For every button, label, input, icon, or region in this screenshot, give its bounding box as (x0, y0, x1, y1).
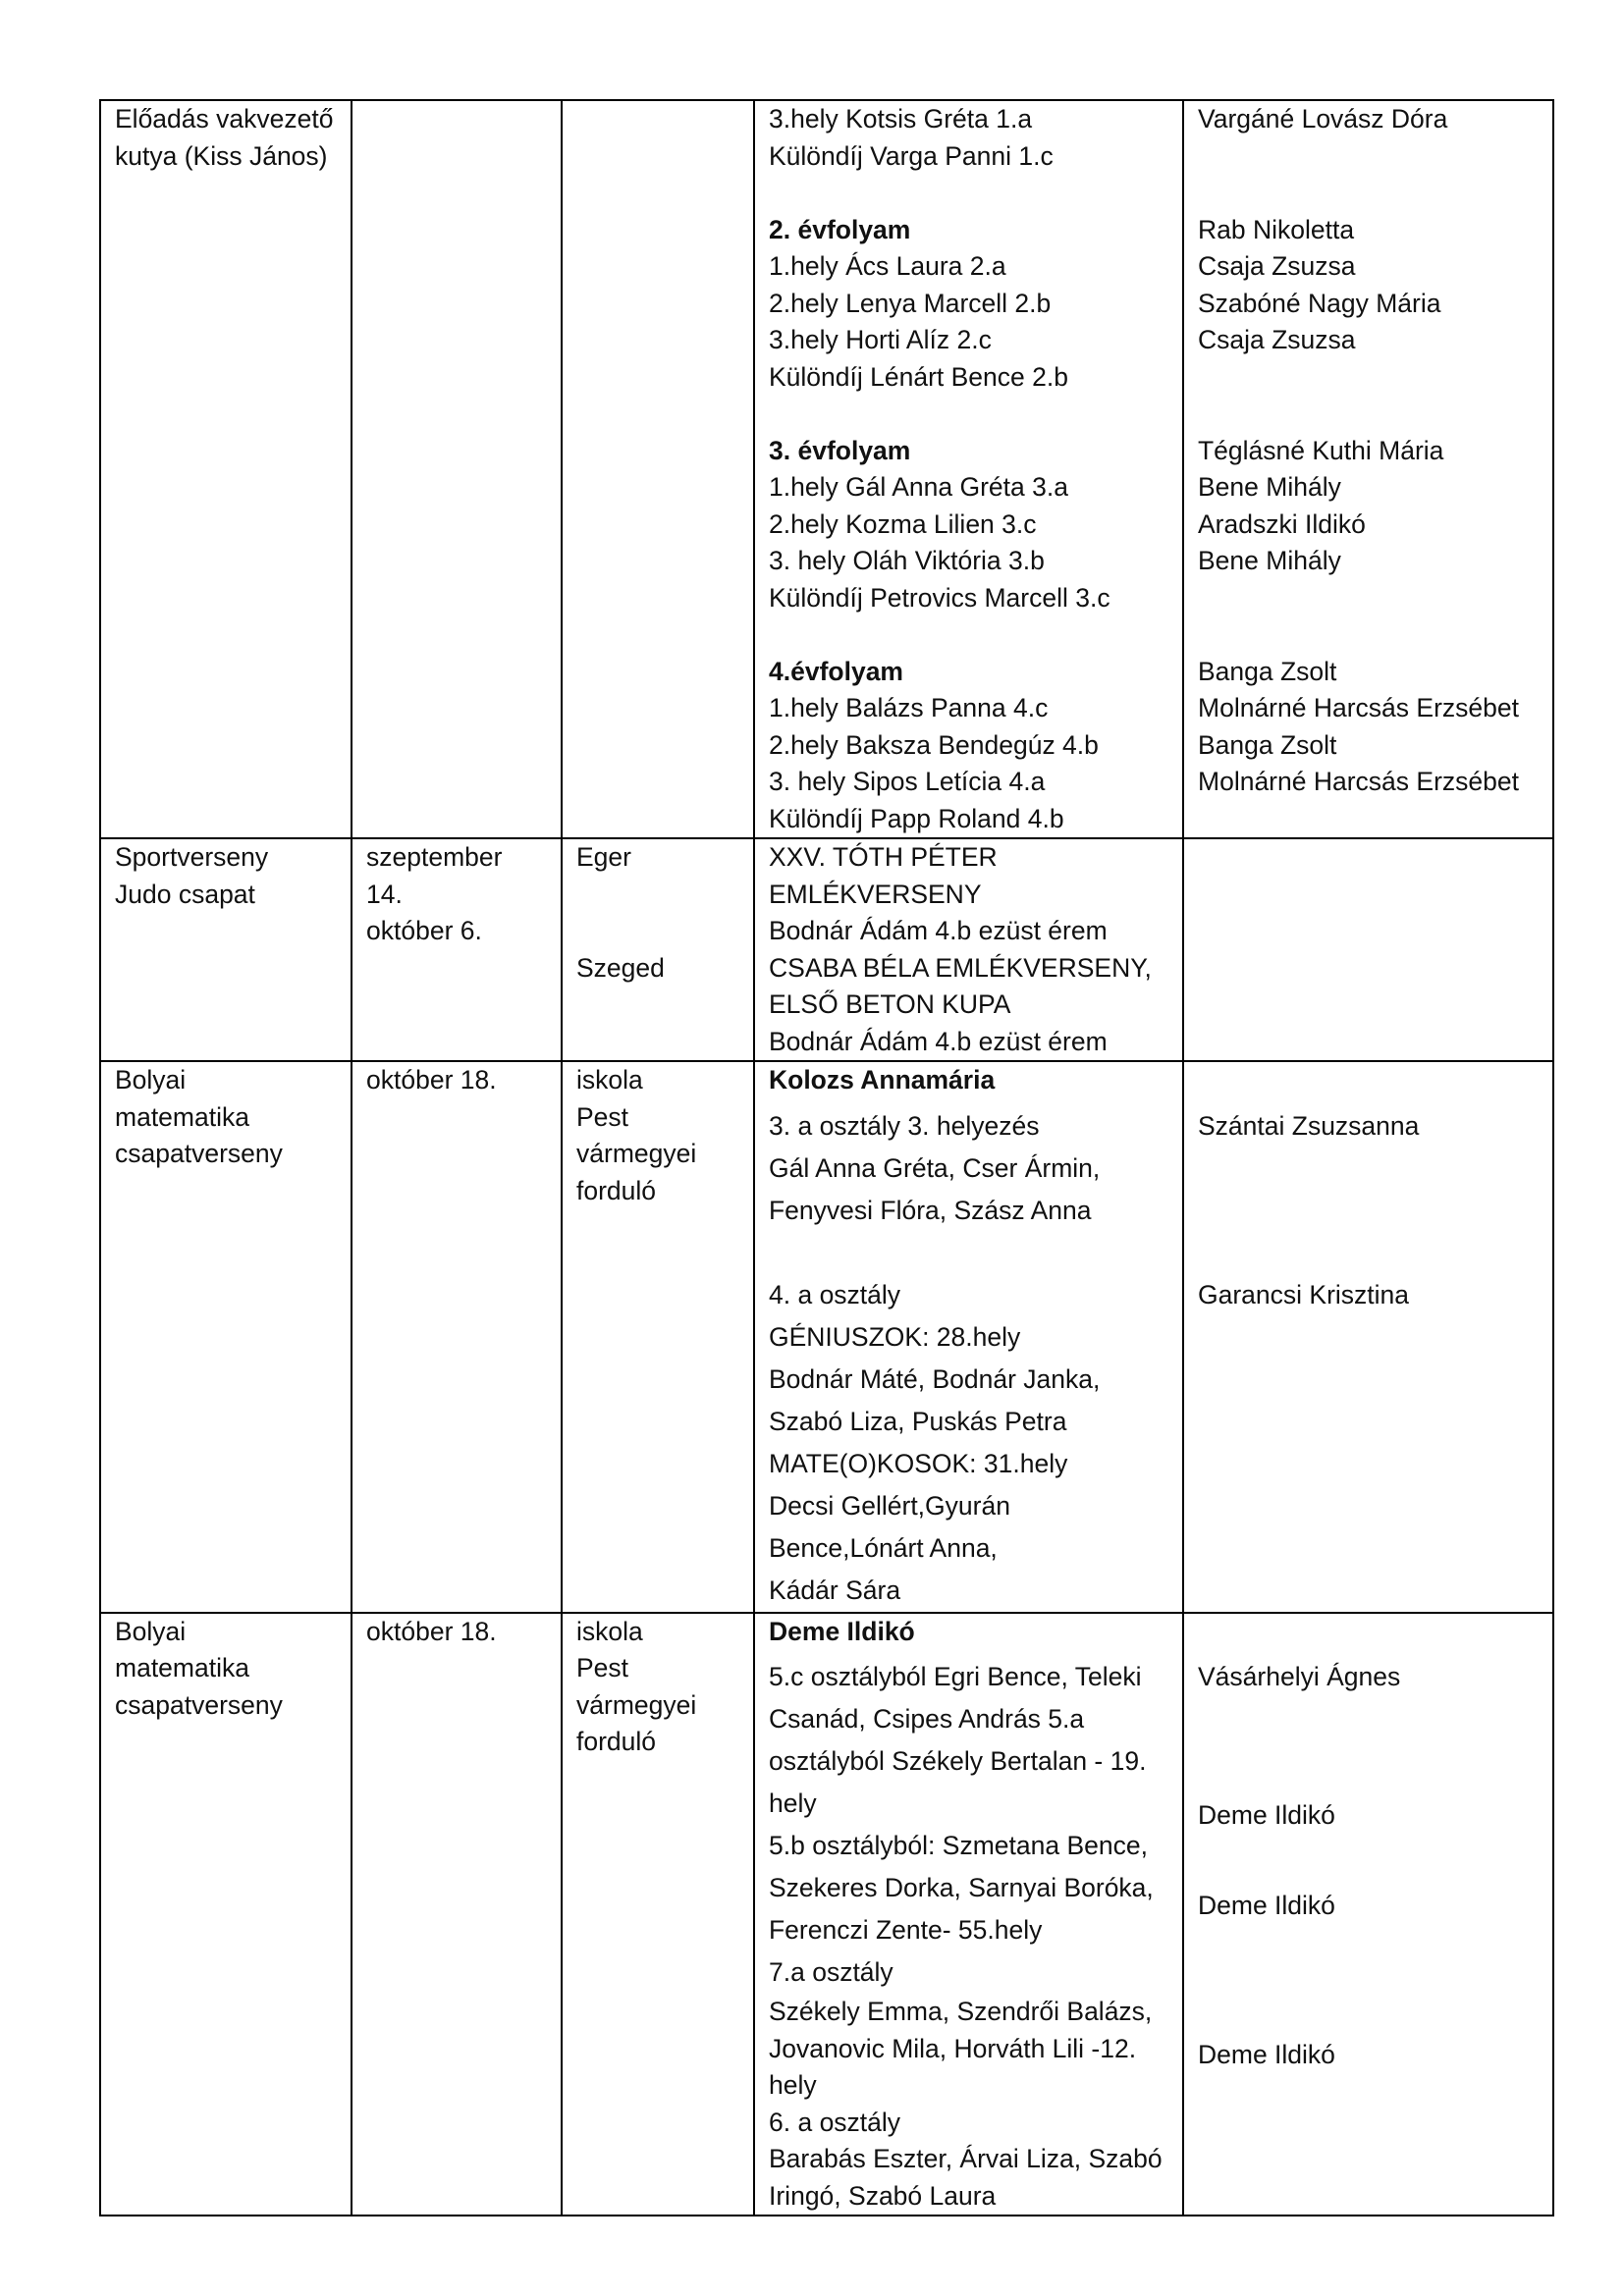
teacher-name: Banga Zsolt (1198, 656, 1337, 686)
result-line: MATE(O)KOSOK: 31.hely (769, 1448, 1068, 1478)
result-line: 3. hely Oláh Viktória 3.b (769, 546, 1045, 575)
table-row (100, 100, 1553, 838)
teacher-name: Szabóné Nagy Mária (1198, 288, 1441, 318)
event-place: Szeged (576, 952, 665, 983)
result-line: 2.hely Kozma Lilien 3.c (769, 508, 1037, 539)
date-cell (352, 838, 562, 1061)
place-cell (562, 1613, 754, 2216)
result-line: Ferenczi Zente- 55.hely (769, 1915, 1043, 1945)
event-place: Pest (576, 1653, 629, 1682)
teacher-name: Deme Ildikó (1198, 1891, 1335, 1920)
result-line: Csanád, Csipes András 5.a (769, 1704, 1085, 1734)
event-date: szeptember (366, 842, 503, 872)
result-line: EMLÉKVERSENY (769, 879, 982, 909)
coach-heading: Kolozs Annamária (769, 1065, 996, 1095)
coach-heading: Deme Ildikó (769, 1616, 915, 1646)
event-date: október 18. (366, 1065, 497, 1095)
teacher-name: Bene Mihály (1198, 546, 1341, 575)
result-line: 2.hely Baksza Bendegúz 4.b (769, 729, 1099, 760)
event-cell (100, 100, 352, 838)
result-line: 3.hely Horti Alíz 2.c (769, 325, 992, 354)
grade-heading: 2. évfolyam (769, 214, 911, 244)
place-cell (562, 838, 754, 1061)
place-cell (562, 1061, 754, 1613)
result-line: Szekeres Dorka, Sarnyai Boróka, (769, 1873, 1154, 1902)
teacher-name: Banga Zsolt (1198, 729, 1337, 760)
result-line: 1.hely Ács Laura 2.a (769, 251, 1006, 281)
event-name: Bolyai (115, 1065, 187, 1095)
result-line: Fenyvesi Flóra, Szász Anna (769, 1195, 1092, 1225)
result-line: Különdíj Petrovics Marcell 3.c (769, 582, 1110, 613)
result-line: 7.a osztály (769, 1957, 893, 1987)
table-row (100, 1061, 1553, 1613)
results-cell (754, 1613, 1183, 2216)
result-line: Bodnár Ádám 4.b ezüst érem (769, 916, 1108, 945)
result-line: 4. a osztály (769, 1279, 901, 1309)
teacher-name: Vargáné Lovász Dóra (1198, 104, 1448, 133)
event-name: Judo csapat (115, 879, 255, 909)
event-place: forduló (576, 1175, 657, 1205)
result-line: GÉNIUSZOK: 28.hely (769, 1321, 1021, 1352)
event-name: csapatverseny (115, 1689, 283, 1720)
result-line: Iringó, Szabó Laura (769, 2180, 997, 2211)
event-cell (100, 1061, 352, 1613)
result-line: hely (769, 1789, 817, 1818)
result-line: hely (769, 2070, 817, 2100)
result-line: osztályból Székely Bertalan - 19. (769, 1746, 1147, 1776)
grade-heading: 4.évfolyam (769, 656, 903, 686)
result-line: CSABA BÉLA EMLÉKVERSENY, (769, 952, 1152, 983)
event-date: október 18. (366, 1616, 497, 1646)
teacher-name: Szántai Zsuzsanna (1198, 1110, 1420, 1141)
teacher-cell (1183, 100, 1553, 838)
event-place: Pest (576, 1101, 629, 1132)
result-line: 1.hely Gál Anna Gréta 3.a (769, 472, 1068, 502)
event-name: Sportverseny (115, 842, 269, 872)
result-line: 6. a osztály (769, 2107, 901, 2137)
result-line: 3.hely Kotsis Gréta 1.a (769, 104, 1033, 133)
event-place: forduló (576, 1727, 657, 1756)
teacher-cell (1183, 1613, 1553, 2216)
teacher-name: Téglásné Kuthi Mária (1198, 435, 1444, 465)
result-line: 3. hely Sipos Letícia 4.a (769, 767, 1046, 796)
teacher-name: Garancsi Krisztina (1198, 1279, 1410, 1309)
teacher-name: Bene Mihály (1198, 472, 1341, 502)
teacher-name: Aradszki Ildikó (1198, 508, 1366, 539)
result-line: Különdíj Varga Panni 1.c (769, 140, 1054, 171)
event-cell (100, 1613, 352, 2216)
result-line: Bence,Lónárt Anna, (769, 1532, 998, 1563)
event-date: 14. (366, 879, 403, 909)
event-place: iskola (576, 1065, 643, 1095)
result-line: Bodnár Ádám 4.b ezüst érem (769, 1026, 1108, 1056)
result-line: 3. a osztály 3. helyezés (769, 1110, 1040, 1141)
event-place: vármegyei (576, 1689, 697, 1720)
teacher-name: Deme Ildikó (1198, 1800, 1335, 1830)
teacher-name: Vásárhelyi Ágnes (1198, 1662, 1401, 1691)
teacher-name: Csaja Zsuzsa (1198, 325, 1356, 354)
date-cell (352, 100, 562, 838)
teacher-name: Molnárné Harcsás Erzsébet (1198, 693, 1519, 722)
result-line: Barabás Eszter, Árvai Liza, Szabó (769, 2144, 1163, 2173)
teacher-name: Deme Ildikó (1198, 2040, 1335, 2069)
event-place: iskola (576, 1616, 643, 1646)
event-place: Eger (576, 842, 631, 872)
result-line: Különdíj Lénárt Bence 2.b (769, 361, 1068, 392)
event-date: október 6. (366, 916, 482, 945)
results-cell (754, 1061, 1183, 1613)
result-line: Szabó Liza, Puskás Petra (769, 1406, 1067, 1436)
teacher-cell (1183, 838, 1553, 1061)
result-line: 5.c osztályból Egri Bence, Teleki (769, 1662, 1142, 1691)
event-name: Bolyai (115, 1616, 187, 1646)
event-name: Előadás vakvezető kutya (Kiss János) (115, 104, 334, 171)
result-line: 5.b osztályból: Szmetana Bence, (769, 1831, 1148, 1860)
event-place: vármegyei (576, 1139, 697, 1168)
event-name: matematika (115, 1653, 249, 1682)
result-line: Székely Emma, Szendrői Balázs, (769, 1997, 1153, 2026)
event-cell (100, 838, 352, 1061)
results-cell (754, 838, 1183, 1061)
place-cell (562, 100, 754, 838)
date-cell (352, 1613, 562, 2216)
result-line: Különdíj Papp Roland 4.b (769, 803, 1064, 833)
teacher-name: Csaja Zsuzsa (1198, 251, 1356, 281)
result-line: 2.hely Lenya Marcell 2.b (769, 288, 1052, 318)
teacher-name: Molnárné Harcsás Erzsébet (1198, 767, 1519, 796)
event-name: csapatverseny (115, 1139, 283, 1168)
result-line: Jovanovic Mila, Horváth Lili -12. (769, 2033, 1137, 2063)
result-line: Decsi Gellért,Gyurán (769, 1490, 1010, 1521)
table-row (100, 838, 1553, 1061)
table-row (100, 1613, 1553, 2216)
results-cell (754, 100, 1183, 838)
teacher-cell (1183, 1061, 1553, 1613)
result-line: Kádár Sára (769, 1575, 901, 1605)
result-line: XXV. TÓTH PÉTER (769, 842, 998, 872)
result-line: Gál Anna Gréta, Cser Ármin, (769, 1152, 1101, 1183)
date-cell (352, 1061, 562, 1613)
results-table (99, 99, 1554, 2216)
event-name: matematika (115, 1101, 249, 1132)
result-line: ELSŐ BETON KUPA (769, 989, 1011, 1019)
result-line: Bodnár Máté, Bodnár Janka, (769, 1363, 1101, 1394)
result-line: 1.hely Balázs Panna 4.c (769, 693, 1049, 722)
teacher-name: Rab Nikoletta (1198, 214, 1355, 244)
grade-heading: 3. évfolyam (769, 435, 911, 465)
